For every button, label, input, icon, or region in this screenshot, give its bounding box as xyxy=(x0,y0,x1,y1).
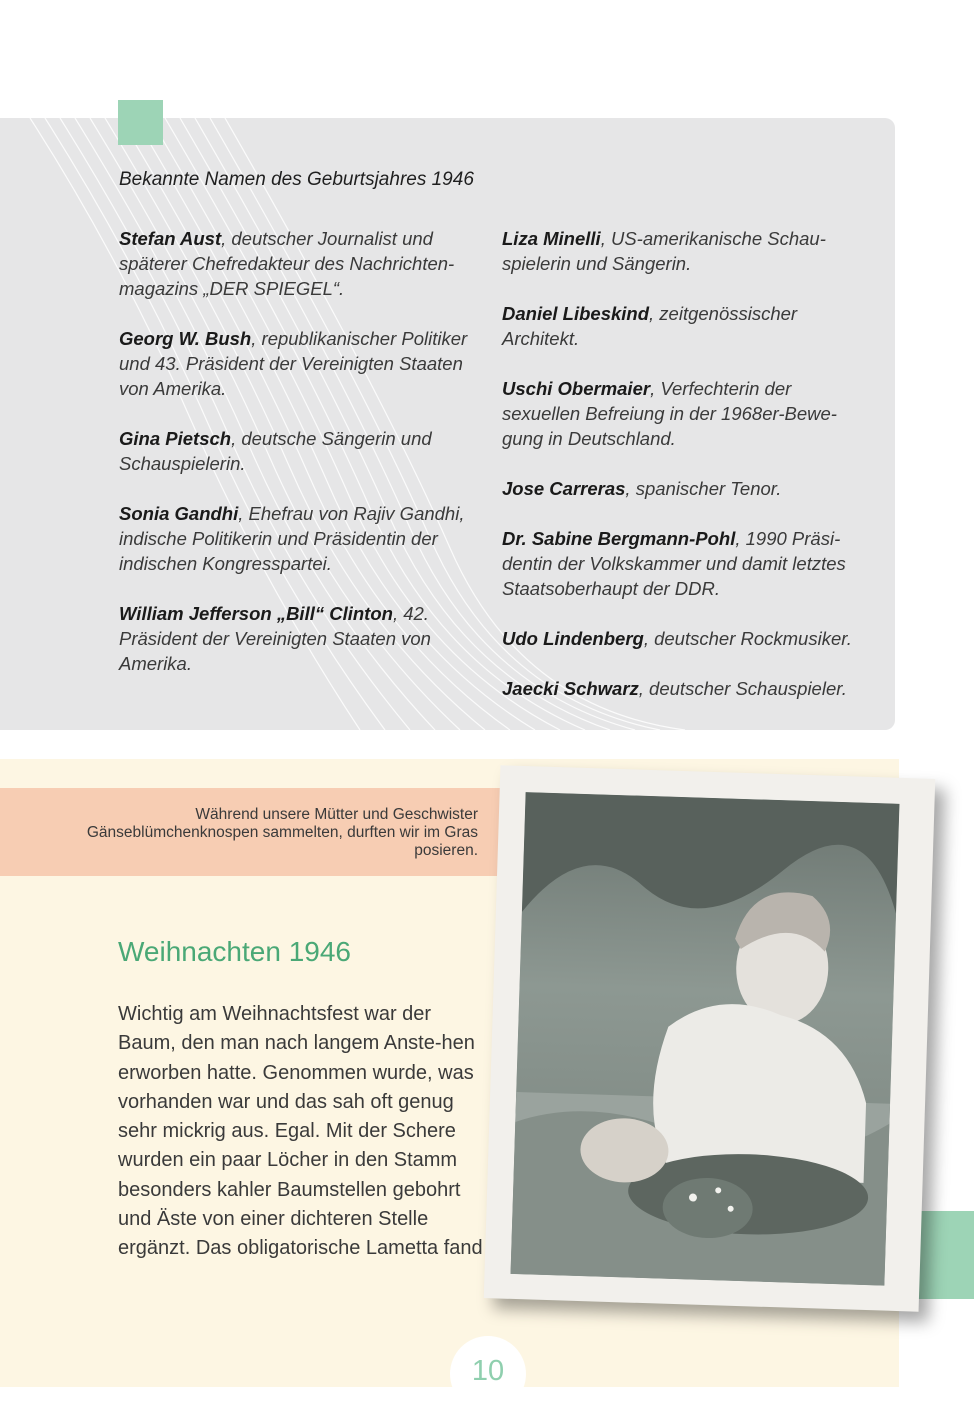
list-item xyxy=(119,426,479,476)
person-name: Sonia Gandhi xyxy=(119,503,239,524)
person-name: Udo Lindenberg xyxy=(502,628,644,649)
person-description: , deutsche Sängerin und Schauspielerin. xyxy=(119,428,432,474)
list-item xyxy=(502,476,872,501)
list-item xyxy=(502,301,872,351)
list-item xyxy=(502,676,872,701)
person-description: , deutscher Rockmusiker. xyxy=(643,628,852,649)
person-name: Daniel Libeskind xyxy=(502,303,650,324)
person-name: Stefan Aust xyxy=(119,228,222,249)
person-description: , Verfechterin der sexuellen Befreiung in der 1968er-Bewe-gung in Deutschland. xyxy=(502,378,837,449)
person-description: , deutscher Journalist und späterer Chefredakteur des Nachrichten-magazins „DER SPIEGEL“. xyxy=(119,228,455,299)
caption-band xyxy=(0,788,508,876)
list-item xyxy=(119,601,479,676)
person-name: Uschi Obermaier xyxy=(502,378,651,399)
person-name: Gina Pietsch xyxy=(119,428,232,449)
list-item xyxy=(119,226,479,301)
page-number-badge xyxy=(450,1336,526,1412)
names-heading: Bekannte Namen des Geburtsjahres 1946 xyxy=(119,169,474,190)
person-description: , 1990 Präsi-dentin der Volkskammer und damit letztes Staatsoberhaupt der DDR. xyxy=(502,528,846,599)
person-name: Georg W. Bush xyxy=(119,328,252,349)
person-description: , zeitgenössischer Architekt. xyxy=(502,303,798,349)
person-description: , Ehefrau von Rajiv Gandhi, indische Politikerin und Präsidentin der indischen Kongresspartei. xyxy=(119,503,465,574)
list-item xyxy=(502,626,872,651)
names-column-left xyxy=(119,226,479,701)
list-item xyxy=(502,376,872,451)
page-number: 10 xyxy=(471,1355,505,1387)
person-name: Jose Carreras xyxy=(502,478,626,499)
photo-caption: Während unsere Mütter und Geschwister Gänseblümchenknospen sammelten, durften wir im Gras posieren. xyxy=(86,806,478,859)
child-in-grass-illustration xyxy=(511,792,900,1286)
person-description: , republikanischer Politiker und 43. Präsident der Vereinigten Staaten von Amerika. xyxy=(119,328,468,399)
list-item xyxy=(119,501,479,576)
list-item xyxy=(502,226,872,276)
vintage-photo xyxy=(484,765,936,1311)
person-name: Jaecki Schwarz xyxy=(502,678,639,699)
list-item xyxy=(119,326,479,401)
section-body: Wichtig am Weihnachtsfest war der Baum, den man nach langem Anste-hen erworben hatte. Genommen wurde, was vorhanden war und das sah oft genug sehr mickrig aus. Egal. Mit der Schere wurden ein paar Löcher in den Stamm besonders kahler Baumstellen gebohrt und Äste von einer dichteren Stelle ergänzt. Das obligatorische Lametta fand xyxy=(118,1003,483,1260)
photo-image xyxy=(511,792,900,1286)
person-description: , deutscher Schauspieler. xyxy=(638,678,847,699)
section-title: Weihnachten 1946 xyxy=(118,936,351,967)
accent-square xyxy=(118,100,163,145)
person-name: William Jefferson „Bill“ Clinton xyxy=(119,603,393,624)
person-name: Liza Minelli xyxy=(502,228,601,249)
person-name: Dr. Sabine Bergmann-Pohl xyxy=(502,528,736,549)
person-description: , 42. Präsident der Vereinigten Staaten von Amerika. xyxy=(119,603,431,674)
person-description: , US-amerikanische Schau-spielerin und Sängerin. xyxy=(502,228,826,274)
list-item xyxy=(502,526,872,601)
names-column-right xyxy=(502,226,872,726)
person-description: , spanischer Tenor. xyxy=(625,478,782,499)
